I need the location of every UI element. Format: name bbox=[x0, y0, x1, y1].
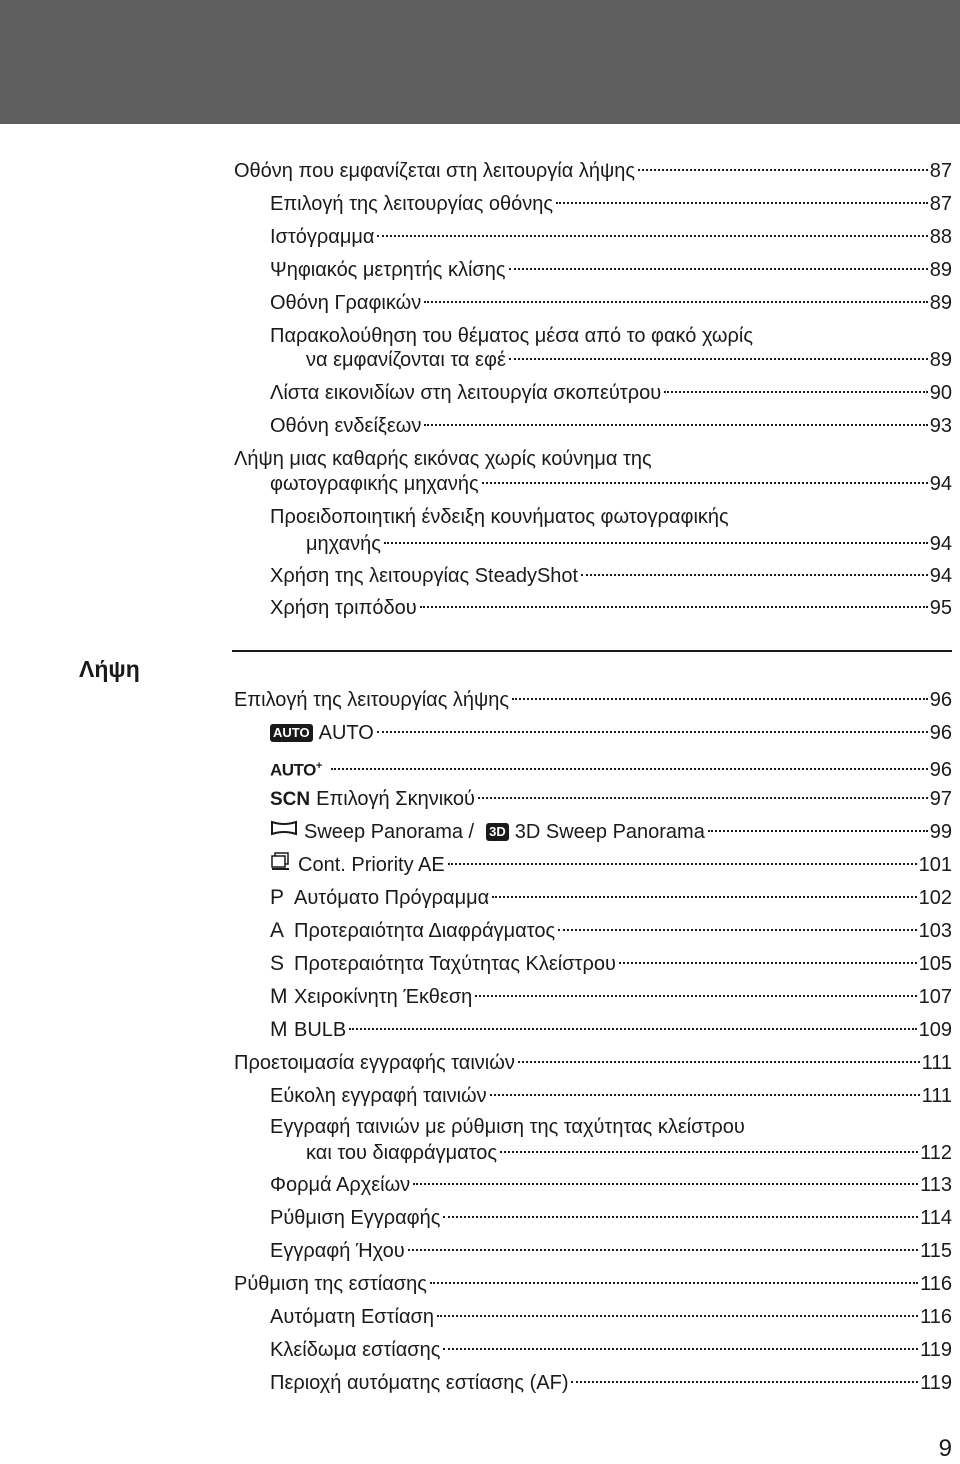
toc-entry[interactable] bbox=[270, 288, 952, 318]
toc-entry-page: 119 bbox=[920, 1372, 952, 1394]
toc-entry[interactable] bbox=[270, 255, 952, 285]
toc-entry[interactable] bbox=[234, 1048, 952, 1078]
toc-entry[interactable] bbox=[270, 1302, 952, 1332]
toc-entry[interactable] bbox=[306, 345, 952, 375]
toc-entry[interactable] bbox=[270, 1236, 952, 1266]
toc-entry-page: 89 bbox=[929, 259, 952, 281]
toc-entry-page: 105 bbox=[918, 953, 952, 975]
leader-dots bbox=[518, 1061, 920, 1063]
toc-entry[interactable] bbox=[270, 1138, 952, 1168]
toc-entry-text: Ψηφιακός μετρητής κλίσης bbox=[270, 259, 506, 281]
leader-dots bbox=[509, 268, 928, 270]
toc-entry-text: Επιλογή της λειτουργίας οθόνης bbox=[270, 193, 554, 215]
toc-entry-page: 115 bbox=[920, 1240, 952, 1262]
toc-entry-text: να εμφανίζονται τα εφέ bbox=[306, 349, 506, 371]
toc-entry-text: φωτογραφικής μηχανής bbox=[270, 473, 479, 495]
toc-entry-text: και του διαφράγματος bbox=[306, 1142, 498, 1164]
toc-entry-text: Ρύθμιση Εγγραφής bbox=[270, 1207, 441, 1229]
leader-dots bbox=[556, 202, 928, 204]
header-band bbox=[0, 0, 960, 124]
leader-dots bbox=[448, 863, 917, 865]
leader-dots bbox=[443, 1348, 918, 1350]
toc-entry-page: 109 bbox=[918, 1019, 952, 1041]
toc-entry[interactable] bbox=[270, 1081, 952, 1111]
toc-entry-text: Χρήση τριπόδου bbox=[270, 597, 417, 619]
leader-dots bbox=[424, 424, 927, 426]
leader-dots bbox=[664, 391, 928, 393]
toc-entry-text: Αυτόματο Πρόγραμμα bbox=[294, 887, 490, 909]
section-title: Λήψη bbox=[79, 656, 140, 682]
toc-entry-line1: Προειδοποιητική ένδειξη κουνήματος φωτογραφικής bbox=[270, 506, 729, 528]
toc-entry-page: 96 bbox=[929, 689, 952, 711]
toc-entry-page: 87 bbox=[929, 160, 952, 182]
leader-dots bbox=[437, 1315, 918, 1317]
leader-dots bbox=[482, 482, 928, 484]
toc-entry-page: 113 bbox=[920, 1174, 952, 1196]
toc-entry-text: BULB bbox=[294, 1019, 347, 1041]
toc-entry-text: Προτεραιότητα Ταχύτητας Κλείστρου bbox=[294, 953, 616, 975]
leader-dots bbox=[490, 1094, 920, 1096]
toc-entry-page: 95 bbox=[929, 597, 952, 619]
toc-entry-page: 90 bbox=[929, 382, 952, 404]
toc-entry[interactable] bbox=[270, 469, 952, 499]
toc-entry-page: 96 bbox=[929, 722, 952, 744]
toc-entry-page: 94 bbox=[929, 533, 952, 555]
toc-entry[interactable] bbox=[270, 883, 952, 913]
toc-entry-text: Κλείδωμα εστίασης bbox=[270, 1339, 441, 1361]
leader-dots bbox=[377, 731, 928, 733]
leader-dots bbox=[331, 768, 928, 770]
toc-entry-text: Οθόνη που εμφανίζεται στη λειτουργία λήψης bbox=[234, 160, 635, 182]
toc-entry-page: 87 bbox=[929, 193, 952, 215]
toc-entry-text: Εγγραφή Ήχου bbox=[270, 1240, 405, 1262]
toc-entry[interactable] bbox=[270, 982, 952, 1012]
toc-entry-text: Επιλογή της λειτουργίας λήψης bbox=[234, 689, 510, 711]
leader-dots bbox=[408, 1249, 918, 1251]
toc-entry-page: 93 bbox=[929, 415, 952, 437]
toc-entry-text: Οθόνη Γραφικών bbox=[270, 292, 422, 314]
toc-entry[interactable] bbox=[270, 411, 952, 441]
toc-entry-page: 99 bbox=[929, 821, 952, 843]
leader-dots bbox=[430, 1282, 918, 1284]
toc-entry-page: 112 bbox=[920, 1142, 952, 1164]
toc-entry-page: 88 bbox=[929, 226, 952, 248]
toc-entry-text: Χειροκίνητη Έκθεση bbox=[294, 986, 473, 1008]
toc-entry-page: 97 bbox=[929, 788, 952, 810]
auto-plus-label: AUTO bbox=[270, 760, 316, 780]
toc-entry-page: 119 bbox=[920, 1339, 952, 1361]
toc-entry-page: 116 bbox=[920, 1306, 952, 1328]
toc-entry-line1: Εγγραφή ταινιών με ρύθμιση της ταχύτητας κλείστρου bbox=[270, 1116, 745, 1138]
toc-entry[interactable] bbox=[270, 817, 952, 847]
sweep-panorama-icon bbox=[270, 817, 298, 847]
toc-entry-text: Αυτόματη Εστίαση bbox=[270, 1306, 435, 1328]
toc-entry-text-2: 3D Sweep Panorama bbox=[514, 821, 705, 843]
toc-entry-text: Εύκολη εγγραφή ταινιών bbox=[270, 1085, 487, 1107]
leader-dots bbox=[512, 698, 928, 700]
toc-entry[interactable] bbox=[306, 529, 952, 559]
toc-entry[interactable] bbox=[270, 916, 952, 946]
toc-entry[interactable] bbox=[270, 751, 952, 781]
leader-dots bbox=[619, 962, 917, 964]
toc-entry-text: Cont. Priority AE bbox=[298, 854, 445, 876]
leader-dots bbox=[384, 542, 928, 544]
mode-letter: S bbox=[270, 952, 285, 975]
toc-entry[interactable] bbox=[270, 850, 952, 880]
toc-entry-text: Χρήση της λειτουργίας SteadyShot bbox=[270, 565, 579, 587]
mode-letter: A bbox=[270, 919, 285, 942]
toc-entry-page: 89 bbox=[929, 292, 952, 314]
leader-dots bbox=[571, 1381, 918, 1383]
mode-letter: M bbox=[270, 1018, 288, 1041]
toc-entry[interactable] bbox=[270, 1203, 952, 1233]
leader-dots bbox=[443, 1216, 918, 1218]
toc-entry[interactable] bbox=[270, 1368, 952, 1398]
toc-entry-text: Ρύθμιση της εστίασης bbox=[234, 1273, 427, 1295]
mode-letter: M bbox=[270, 985, 288, 1008]
toc-entry-text: Λίστα εικονιδίων στη λειτουργία σκοπεύτρου bbox=[270, 382, 662, 404]
toc-entry-text: μηχανής bbox=[306, 533, 381, 555]
toc-entry[interactable] bbox=[270, 1335, 952, 1365]
toc-entry-page: 94 bbox=[929, 565, 952, 587]
leader-dots bbox=[424, 301, 928, 303]
toc-entry-text: Επιλογή Σκηνικού bbox=[316, 788, 475, 810]
toc-entry-text: Φορμά Αρχείων bbox=[270, 1174, 411, 1196]
toc-entry-page: 114 bbox=[920, 1207, 952, 1229]
toc-entry-page: 111 bbox=[921, 1085, 952, 1107]
leader-dots bbox=[509, 358, 928, 360]
leader-dots bbox=[475, 995, 916, 997]
leader-dots bbox=[500, 1151, 918, 1153]
toc-entry[interactable] bbox=[234, 685, 952, 715]
leader-dots bbox=[558, 929, 917, 931]
toc-entry-line1: Παρακολούθηση του θέματος μέσα από το φακό χωρίς bbox=[270, 325, 754, 347]
cont-priority-icon bbox=[270, 850, 292, 880]
toc-entry-page: 89 bbox=[929, 349, 952, 371]
toc-entry[interactable] bbox=[270, 1015, 952, 1045]
toc-entry[interactable] bbox=[270, 718, 952, 748]
scn-icon: SCN bbox=[270, 789, 311, 810]
leader-dots bbox=[708, 830, 928, 832]
leader-dots bbox=[581, 574, 928, 576]
toc-entry-text: Οθόνη ενδείξεων bbox=[270, 415, 422, 437]
leader-dots bbox=[478, 797, 928, 799]
toc-entry-page: 101 bbox=[918, 854, 952, 876]
auto-plus-icon bbox=[270, 751, 322, 786]
toc-entry-page: 103 bbox=[918, 920, 952, 942]
toc-entry-text: Sweep Panorama / bbox=[304, 821, 475, 843]
toc-entry[interactable] bbox=[270, 189, 952, 219]
leader-dots bbox=[638, 169, 928, 171]
toc-entry[interactable] bbox=[270, 949, 952, 979]
toc-entry[interactable] bbox=[270, 1170, 952, 1200]
section-divider bbox=[232, 650, 952, 652]
toc-entry-page: 111 bbox=[921, 1052, 952, 1074]
leader-dots bbox=[420, 606, 928, 608]
toc-entry[interactable] bbox=[270, 593, 952, 623]
auto-plus-sup: + bbox=[315, 760, 322, 772]
toc-entry[interactable] bbox=[234, 1269, 952, 1299]
toc-entry[interactable] bbox=[270, 378, 952, 408]
toc-entry[interactable] bbox=[234, 156, 952, 186]
toc-entry-text: Ιστόγραμμα bbox=[270, 226, 375, 248]
toc-entry[interactable] bbox=[270, 222, 952, 252]
leader-dots bbox=[349, 1028, 916, 1030]
page-number: 9 bbox=[938, 1435, 952, 1462]
toc-entry-page: 94 bbox=[929, 473, 952, 495]
toc-entry-page: 102 bbox=[918, 887, 952, 909]
toc-entry-page: 96 bbox=[929, 758, 952, 781]
3d-badge-icon: 3D bbox=[486, 823, 509, 841]
toc-entry[interactable] bbox=[270, 784, 952, 814]
toc-entry[interactable] bbox=[270, 561, 952, 591]
leader-dots bbox=[413, 1183, 918, 1185]
toc-entry-page: 107 bbox=[918, 986, 952, 1008]
toc-entry-text: Προτεραιότητα Διαφράγματος bbox=[294, 920, 556, 942]
toc-entry-text: Περιοχή αυτόματης εστίασης (AF) bbox=[270, 1372, 569, 1394]
toc-entry-page: 116 bbox=[920, 1273, 952, 1295]
auto-badge-icon: AUTO bbox=[270, 724, 313, 742]
toc-entry-text: AUTO bbox=[318, 722, 374, 744]
toc-entry-text: Προετοιμασία εγγραφής ταινιών bbox=[234, 1052, 515, 1074]
toc-entry-line1: Λήψη μιας καθαρής εικόνας χωρίς κούνημα της bbox=[234, 448, 652, 470]
leader-dots bbox=[492, 896, 916, 898]
mode-letter: P bbox=[270, 886, 285, 909]
leader-dots bbox=[377, 235, 927, 237]
